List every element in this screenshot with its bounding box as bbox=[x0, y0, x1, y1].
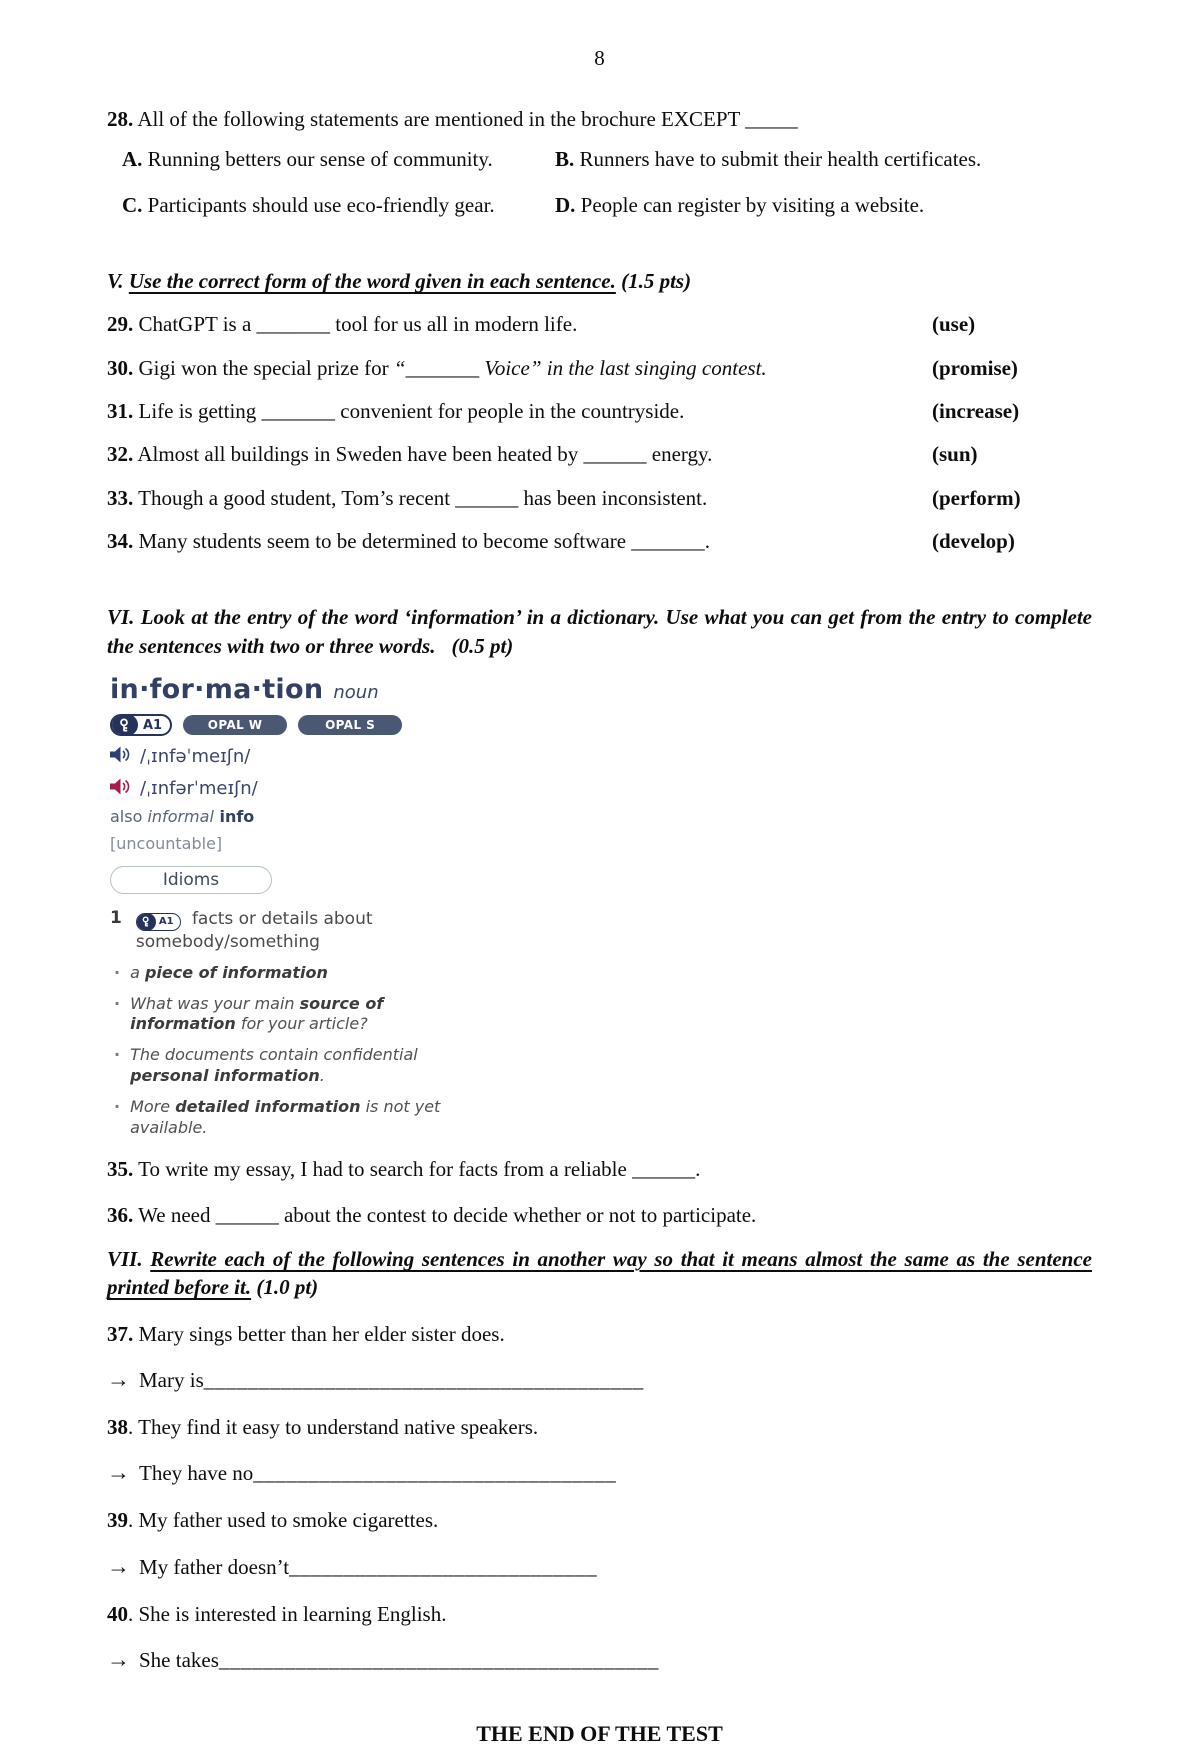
question-text: Life is getting _______ convenient for people in the countryside. bbox=[133, 399, 685, 424]
sense-number: 1 bbox=[110, 908, 122, 929]
option-a bbox=[122, 145, 555, 173]
section-points: (0.5 pt) bbox=[451, 633, 514, 658]
section-v-heading bbox=[107, 267, 1092, 295]
dictionary-entry bbox=[110, 674, 1092, 1138]
cefr-level-label: A1 bbox=[143, 717, 163, 733]
also-label: also bbox=[110, 807, 148, 827]
question-text: Almost all buildings in Sweden have been heated by ______ energy. bbox=[133, 442, 713, 467]
arrow-icon: → bbox=[107, 1460, 130, 1486]
question-number: 35. bbox=[107, 1157, 134, 1182]
option-label: B. bbox=[555, 147, 575, 172]
option-text: People can register by visiting a website. bbox=[575, 192, 925, 217]
dictionary-badges bbox=[110, 714, 1092, 736]
informal-word: info bbox=[213, 807, 255, 827]
section-number: V. bbox=[107, 269, 129, 294]
answer-blank: ____________________________ bbox=[289, 1554, 598, 1579]
given-word: (sun) bbox=[932, 442, 978, 467]
section-title: VI. Look at the entry of the word ‘information’ in a dictionary. Use what you can get from the entry to complete the sentences with two or three words. bbox=[107, 605, 1092, 658]
cefr-level-badge[interactable] bbox=[110, 714, 172, 736]
section-title: Rewrite each of the following sentences in another way so that it means almost the same as the sentence printed before it. bbox=[107, 1246, 1092, 1300]
question-31 bbox=[107, 397, 1092, 425]
opal-spoken-badge[interactable]: OPAL S bbox=[298, 715, 402, 735]
question-number: 28. bbox=[107, 107, 134, 131]
register-label: informal bbox=[147, 807, 214, 827]
sense-definition: facts or details about somebody/something bbox=[135, 909, 373, 952]
question-39 bbox=[107, 1506, 1092, 1534]
question-text: Many students seem to be determined to become software _______. bbox=[133, 529, 711, 554]
question-28-stem bbox=[107, 105, 1092, 133]
idioms-button[interactable]: Idioms bbox=[110, 866, 272, 894]
phonetic-us: /ˌɪnfərˈmeɪʃn/ bbox=[140, 777, 258, 799]
answer-blank: _________________________________ bbox=[253, 1461, 617, 1486]
question-text-wrap bbox=[107, 397, 927, 425]
question-28-options bbox=[107, 145, 1092, 219]
question-number: 32. bbox=[107, 442, 134, 467]
question-text-wrap bbox=[107, 440, 927, 468]
question-number: 39 bbox=[107, 1508, 128, 1533]
section-title: Use the correct form of the word given in each sentence. bbox=[128, 269, 616, 294]
question-number: 30. bbox=[107, 355, 134, 380]
dictionary-headword-row bbox=[110, 674, 1092, 705]
section-number: VII. bbox=[107, 1246, 151, 1271]
option-label: A. bbox=[122, 147, 143, 172]
question-text: ChatGPT is a _______ tool for us all in modern life. bbox=[133, 312, 578, 337]
answer-line-37 bbox=[107, 1364, 1092, 1395]
question-text: To write my essay, I had to search for facts from a reliable ______. bbox=[133, 1157, 701, 1182]
option-label: C. bbox=[122, 192, 143, 217]
oxford-key-icon bbox=[111, 714, 138, 736]
question-text: Gigi won the special prize for bbox=[133, 355, 394, 380]
question-text-wrap bbox=[107, 527, 927, 555]
given-word: (promise) bbox=[932, 355, 1018, 380]
question-text-wrap bbox=[107, 310, 927, 338]
speaker-icon-blue[interactable] bbox=[110, 744, 131, 768]
page-number: 8 bbox=[594, 46, 605, 70]
given-word: (perform) bbox=[932, 485, 1021, 510]
question-text-italic: “_______ Voice” in the last singing contest. bbox=[393, 355, 767, 380]
option-label: D. bbox=[555, 192, 576, 217]
answer-line-38 bbox=[107, 1457, 1092, 1488]
example-sentence: · The documents contain confidential personal information. bbox=[114, 1045, 418, 1085]
answer-line-39 bbox=[107, 1551, 1092, 1582]
question-36 bbox=[107, 1201, 1092, 1229]
answer-lead: Mary is bbox=[139, 1368, 204, 1393]
question-38 bbox=[107, 1413, 1092, 1441]
question-30 bbox=[107, 354, 1092, 382]
oxford-key-icon bbox=[136, 913, 156, 931]
section-vi-heading bbox=[107, 603, 1092, 660]
example-sentence: · What was your main source of information for your article? bbox=[114, 993, 384, 1034]
question-text-wrap bbox=[107, 484, 927, 512]
arrow-icon: → bbox=[107, 1647, 130, 1673]
cefr-level-label: A1 bbox=[158, 916, 174, 928]
question-text-wrap bbox=[107, 354, 927, 382]
option-text: Runners have to submit their health certificates. bbox=[574, 147, 982, 172]
bullet-icon: · bbox=[114, 993, 121, 1013]
question-text: Mary sings better than her elder sister does. bbox=[133, 1321, 505, 1346]
bullet-icon: · bbox=[114, 1096, 121, 1116]
answer-blank: ________________________________________ bbox=[203, 1368, 644, 1393]
dictionary-headword: in·for·ma·tion bbox=[110, 674, 324, 706]
question-35 bbox=[107, 1155, 1092, 1183]
grammar-label: [uncountable] bbox=[110, 834, 223, 854]
option-text: Participants should use eco-friendly gear. bbox=[142, 192, 495, 217]
question-number: 33. bbox=[107, 485, 134, 510]
opal-written-badge[interactable]: OPAL W bbox=[183, 715, 287, 735]
also-informal-row bbox=[110, 807, 1092, 826]
question-number: 38 bbox=[107, 1415, 128, 1440]
question-37 bbox=[107, 1320, 1092, 1348]
sense-1 bbox=[110, 908, 1092, 953]
pronunciation-uk-row bbox=[110, 744, 1092, 768]
arrow-icon: → bbox=[107, 1553, 130, 1579]
question-number: 37. bbox=[107, 1321, 134, 1346]
question-text: Though a good student, Tom’s recent ______ has been inconsistent. bbox=[133, 485, 708, 510]
question-text: . They find it easy to understand native speakers. bbox=[128, 1415, 539, 1440]
question-text: All of the following statements are mentioned in the brochure EXCEPT _____ bbox=[133, 107, 798, 131]
question-number: 36. bbox=[107, 1202, 134, 1227]
question-number: 29. bbox=[107, 312, 134, 337]
answer-line-40 bbox=[107, 1644, 1092, 1675]
option-b bbox=[555, 145, 1092, 173]
part-of-speech: noun bbox=[333, 682, 379, 704]
phonetic-uk: /ˌɪnfəˈmeɪʃn/ bbox=[140, 745, 251, 767]
section-points: (1.5 pts) bbox=[615, 269, 692, 294]
section-vii-heading bbox=[107, 1245, 1092, 1302]
answer-lead: She takes bbox=[139, 1648, 219, 1673]
question-number: 31. bbox=[107, 399, 134, 424]
question-number: 34. bbox=[107, 529, 134, 554]
example-sentence: · a piece of information bbox=[114, 962, 328, 982]
cefr-level-badge-small bbox=[136, 913, 181, 931]
question-33 bbox=[107, 484, 1092, 512]
answer-lead: They have no bbox=[139, 1461, 254, 1486]
question-34 bbox=[107, 527, 1092, 555]
end-of-test-label: THE END OF THE TEST bbox=[476, 1721, 723, 1747]
option-c bbox=[122, 191, 555, 219]
question-number: 40 bbox=[107, 1601, 128, 1626]
question-text: . She is interested in learning English. bbox=[128, 1601, 447, 1626]
question-40 bbox=[107, 1600, 1092, 1628]
section-points: (1.0 pt) bbox=[251, 1275, 319, 1300]
speaker-icon-red[interactable] bbox=[110, 776, 131, 800]
given-word: (develop) bbox=[932, 529, 1015, 554]
bullet-icon: · bbox=[114, 1045, 121, 1065]
bullet-icon: · bbox=[114, 962, 121, 982]
option-d bbox=[555, 191, 1092, 219]
answer-blank: ________________________________________ bbox=[218, 1648, 659, 1673]
question-text: . My father used to smoke cigarettes. bbox=[128, 1508, 439, 1533]
pronunciation-us-row bbox=[110, 776, 1092, 800]
given-word: (use) bbox=[932, 312, 976, 337]
arrow-icon: → bbox=[107, 1367, 130, 1393]
option-text: Running betters our sense of community. bbox=[142, 147, 493, 172]
given-word: (increase) bbox=[932, 399, 1020, 424]
sense-definition-wrap bbox=[136, 908, 481, 953]
answer-lead: My father doesn’t bbox=[139, 1554, 290, 1579]
example-sentence: · More detailed information is not yet available. bbox=[114, 1096, 441, 1137]
question-text: We need ______ about the contest to decide whether or not to participate. bbox=[133, 1202, 757, 1227]
question-32 bbox=[107, 440, 1092, 468]
question-29 bbox=[107, 310, 1092, 338]
